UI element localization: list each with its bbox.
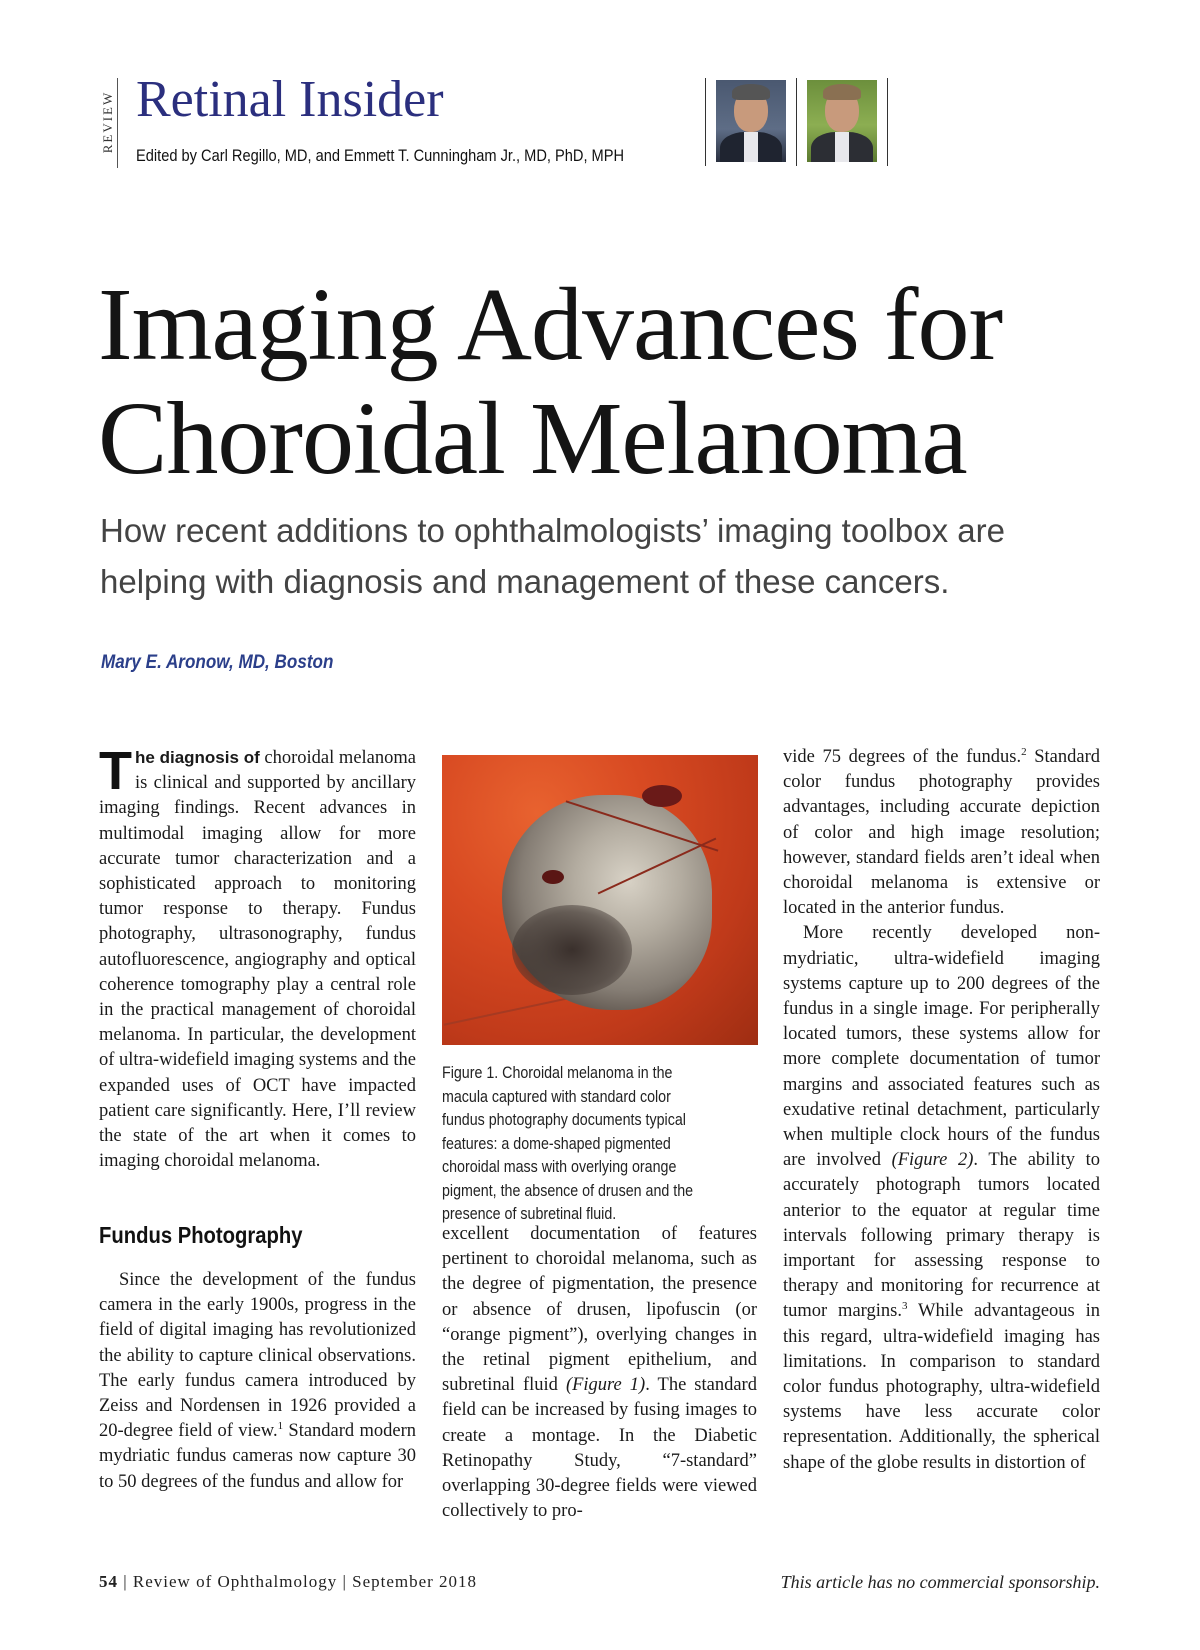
- body-paragraph: Since the development of the fundus camera in the early 1900s, progress in the field of digital imaging has revolutionized the ability to capture clinical observations. The early fundus camera introduced by Zeiss and Nordensen in 1926 provided a 20-degree field of view.$^1$ Standard modern mydriatic fundus cameras now capture 30 to 50 degrees of the fundus and allow for: [99, 1270, 416, 1492]
- page-number: 54: [99, 1572, 118, 1591]
- page-folio: [99, 1572, 477, 1592]
- figure-reference: (Figure 1): [565, 1375, 646, 1396]
- figure-1-caption: [442, 1062, 758, 1227]
- title-line: Choroidal Melanoma: [98, 381, 967, 496]
- caption-line: macula captured with standard color: [442, 1087, 671, 1106]
- caption-line: choroidal mass with overlying orange: [442, 1158, 677, 1176]
- drop-cap: T: [99, 741, 132, 801]
- reference-mark: 2: [1021, 745, 1027, 758]
- editors-line: Edited by Carl Regillo, MD, and Emmett T. Cunningham Jr., MD, PhD, MPH: [136, 146, 625, 165]
- deck-line: How recent additions to ophthalmologists’ imaging toolbox are: [100, 512, 1005, 549]
- editor-photo-cunningham: [807, 80, 877, 162]
- caption-line: Figure 1. Choroidal melanoma in the: [442, 1064, 673, 1082]
- body-column-left-lower: [99, 1268, 416, 1495]
- header-divider: [705, 78, 706, 166]
- intro-paragraph: [99, 741, 416, 1174]
- body-column-left: [99, 741, 416, 1174]
- sponsorship-note: This article has no commercial sponsorship.: [780, 1572, 1100, 1592]
- review-label-text: REVIEW: [100, 90, 115, 154]
- intro-text: choroidal melanoma is clinical and supported by ancillary imaging findings. Recent advances in multimodal imaging allow for more accurate tumor characterization and a sophisticated approach to monitoring tumor response to therapy. Fundus photography, ultrasonography, fundus autofluorescence, angiography and optical coherence tomography play a central role in the practical management of choroidal melanoma. In particular, the development of ultra-widefield imaging systems and the expanded uses of OCT have impacted patient care significantly. Here, I’ll review the state of the art when it comes to imaging choroidal melanoma.: [99, 748, 416, 1172]
- review-vertical-label: [97, 78, 118, 168]
- article-deck: [100, 505, 1100, 607]
- body-column-right: [783, 745, 1100, 1476]
- editor-photo-regillo: [716, 80, 786, 162]
- subhead-fundus-photography: Fundus Photography: [99, 1222, 303, 1248]
- section-title: Retinal Insider: [136, 71, 444, 128]
- article-title: [98, 268, 1098, 496]
- body-column-middle: [442, 1222, 757, 1524]
- body-paragraph: vide 75 degrees of the fundus.$^2$ Standard color fundus photography provides advantages, including accurate depiction of color and high image resolution; however, standard fields aren’t ideal when choroidal melanoma is extensive or located in the anterior fundus.: [783, 745, 1101, 919]
- caption-line: pigment, the absence of drusen and the: [442, 1181, 694, 1200]
- caption-line: features: a dome-shaped pigmented: [442, 1134, 671, 1153]
- header-divider: [796, 78, 797, 166]
- lead-in: he diagnosis of: [135, 748, 260, 767]
- reference-mark: 1: [277, 1420, 284, 1433]
- publication-info: | Review of Ophthalmology | September 2018: [118, 1572, 478, 1591]
- author-byline: Mary E. Aronow, MD, Boston: [101, 652, 334, 673]
- caption-line: presence of subretinal fluid.: [442, 1205, 617, 1223]
- body-paragraph: More recently developed non-mydriatic, ultra-widefield imaging systems capture up to 200 degrees of the fundus in a single image. For peripherally located tumors, these systems allow for more complete documentation of tumor margins and associated features such as exudative retinal detachment, particularly when multiple clock hours of the fundus are involved (Figure 2). The ability to accurately photograph tumors located anterior to the equator at regular time intervals following primary therapy is important for assessing response to therapy and monitoring for recurrence at tumor margins.$^3$ While advantageous in this regard, ultra-widefield imaging has limitations. In comparison to standard color fundus photography, ultra-widefield systems have less accurate color representation. Additionally, the spherical shape of the globe results in distortion of: [783, 923, 1100, 1473]
- figure-1-fundus-image: [442, 755, 758, 1045]
- header-divider: [887, 78, 888, 166]
- title-line: Imaging Advances for: [98, 267, 1003, 382]
- caption-line: fundus photography documents typical: [442, 1111, 686, 1129]
- deck-line: helping with diagnosis and management of these cancers.: [100, 563, 950, 600]
- reference-mark: 3: [901, 1300, 908, 1313]
- body-paragraph: excellent documentation of features pertinent to choroidal melanoma, such as the degree of pigmentation, the presence or absence of drusen, lipofuscin (or “orange pigment”), overlying changes in the retinal pigment epithelium, and subretinal fluid (Figure 1). The standard field can be increased by fusing images to create a montage. In the Diabetic Retinopathy Study, “7-standard” overlapping 30-degree fields were viewed collectively to pro-: [442, 1224, 757, 1522]
- figure-reference: (Figure 2): [891, 1150, 974, 1171]
